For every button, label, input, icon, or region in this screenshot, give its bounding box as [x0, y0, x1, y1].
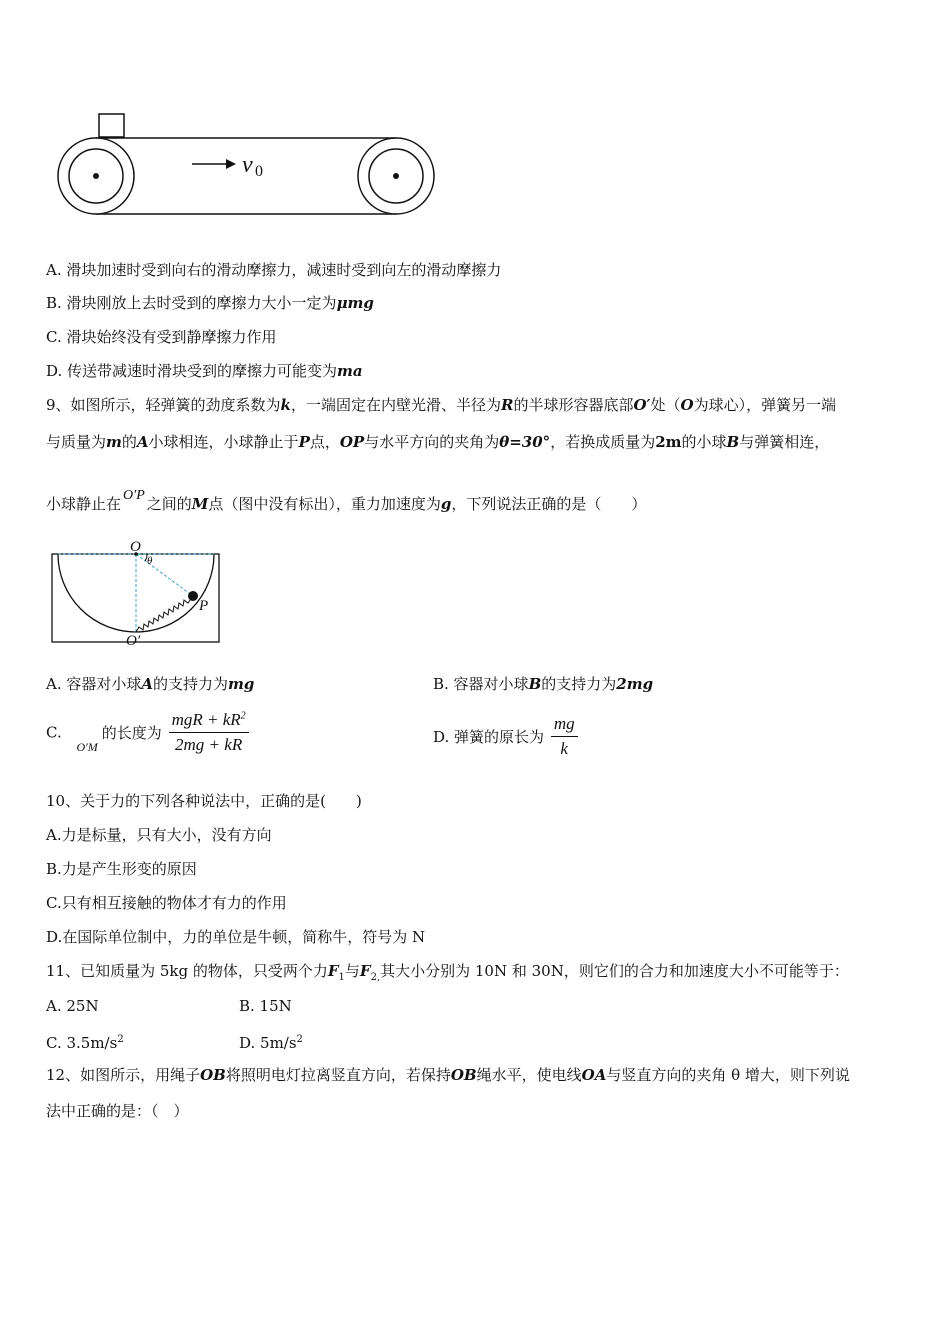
- q9-text: 的半球形容器底部: [513, 396, 634, 414]
- q9-opt-value: mg: [228, 675, 255, 693]
- velocity-subscript: 0: [255, 163, 263, 180]
- q9-text: 点，: [309, 433, 340, 451]
- q9-option-b: [433, 674, 653, 694]
- q11-text: 与: [344, 962, 360, 980]
- q9-var-OpP: O′P: [123, 488, 145, 503]
- q11-opt-text: D. 5m/s: [239, 1034, 297, 1052]
- q9-option-a: [46, 674, 254, 694]
- q9-opt-d-numerator: mg: [551, 714, 578, 737]
- label-oprime: O′: [126, 633, 141, 649]
- q9-text: 为球心），弹簧另一端: [693, 396, 837, 414]
- q9-opt-c-fraction: [169, 710, 249, 755]
- q9-text: 与水平方向的夹角为: [364, 433, 500, 451]
- q11-text: 11、已知质量为 5kg 的物体，只受两个力: [46, 962, 328, 980]
- left-pulley-axle: [93, 173, 99, 179]
- q9-var-B: B: [726, 433, 740, 451]
- q12-text: 与竖直方向的夹角 θ 增大，则下列说: [606, 1066, 850, 1084]
- q8-option-b: [46, 293, 374, 313]
- q9-opt-text: D. 弹簧的原长为: [433, 728, 545, 746]
- q9-var-OP: OP: [339, 433, 365, 451]
- label-p: P: [199, 598, 209, 614]
- q9-text: 的: [121, 433, 137, 451]
- q9-text: ，若换成质量为: [550, 433, 656, 451]
- q9-var-A: A: [136, 433, 149, 451]
- q12-text: 12、如图所示，用绳子: [46, 1066, 201, 1084]
- q11-option-b: B. 15N: [239, 997, 292, 1015]
- q9-opt-text: 的支持力为: [153, 675, 229, 693]
- q9-opt-text: B. 容器对小球: [433, 675, 529, 693]
- q9-text: 与弹簧相连，: [739, 433, 830, 451]
- q9-text: 的小球: [681, 433, 727, 451]
- q11-var-F1: F: [327, 962, 339, 980]
- q8-option-c: C. 滑块始终没有受到静摩擦力作用: [46, 328, 277, 346]
- q9-var-m: m: [106, 433, 122, 451]
- q9-text: 9、如图所示，轻弹簧的劲度系数为: [46, 396, 281, 414]
- q11-opt-text: C. 3.5m/s: [46, 1034, 118, 1052]
- ball-p: [188, 591, 198, 601]
- conveyor-figure: [50, 108, 450, 223]
- q9-option-d: [433, 714, 580, 759]
- q11-text: 其大小分别为 10N 和 30N，则它们的合力和加速度大小不可能等于：: [380, 962, 849, 980]
- q10-option-d: D.在国际单位制中，力的单位是牛顿，简称牛，符号为 N: [46, 928, 426, 946]
- q11-var-F2: F: [359, 962, 371, 980]
- q9-var-theta: θ=30°: [499, 433, 551, 451]
- q12-stem-line1: [46, 1065, 850, 1085]
- q9-opt-c-denominator: 2mg + kR: [175, 735, 243, 754]
- q9-text: ，下列说法正确的是（ ）: [451, 495, 647, 513]
- q10-option-c: C.只有相互接触的物体才有力的作用: [46, 894, 287, 912]
- q9-stem-line2: [46, 432, 829, 452]
- label-theta: θ: [147, 555, 153, 567]
- q9-var-O: O: [680, 396, 694, 414]
- q12-stem-line2: 法中正确的是：（ ）: [46, 1102, 189, 1120]
- q9-text: 小球静止在: [46, 495, 122, 513]
- q9-var-R: R: [500, 396, 514, 414]
- q9-text: 小球相连，小球静止于: [148, 433, 299, 451]
- q12-text: 绳水平，使电线: [476, 1066, 582, 1084]
- q8-option-d: [46, 361, 363, 381]
- q8-option-d-math: ma: [337, 362, 363, 380]
- q9-stem-line3: [46, 488, 647, 516]
- q9-opt-c-segment: O′M: [76, 739, 98, 754]
- q10-option-b: B.力是产生形变的原因: [46, 860, 197, 878]
- q9-opt-text: A. 容器对小球: [46, 675, 142, 693]
- q9-opt-c-numerator: mgR + $kR^2$: [169, 710, 249, 733]
- q9-text: 点（图中没有标出），重力加速度为: [208, 495, 441, 513]
- q9-opt-d-denominator: k: [560, 739, 568, 758]
- q9-option-c: [46, 710, 251, 755]
- q11-sub: 2,: [370, 972, 381, 983]
- q9-opt-text: 的支持力为: [541, 675, 617, 693]
- q9-stem-line1: [46, 395, 836, 415]
- q9-text: 之间的: [146, 495, 192, 513]
- q8-option-b-math: μmg: [336, 294, 374, 312]
- q9-var-k: k: [280, 396, 291, 414]
- velocity-arrowhead: [226, 159, 236, 169]
- q9-var-P: P: [298, 433, 310, 451]
- right-pulley-axle: [393, 173, 399, 179]
- q10-stem: 10、关于力的下列各种说法中，正确的是( ): [46, 792, 362, 810]
- q9-var-Oprime: O′: [633, 396, 651, 414]
- q11-option-a: A. 25N: [46, 997, 99, 1015]
- q9-text: 处（: [650, 396, 681, 414]
- q11-sub: 1: [338, 972, 345, 983]
- q9-opt-text: 的长度为: [101, 724, 162, 742]
- q9-opt-value: 2mg: [616, 675, 654, 693]
- q9-opt-var: B: [528, 675, 542, 693]
- label-o: O: [130, 539, 141, 555]
- q8-option-b-text: B. 滑块刚放上去时受到的摩擦力大小一定为: [46, 294, 337, 312]
- q9-var-M: M: [191, 495, 209, 513]
- q9-text: ，一端固定在内壁光滑、半径为: [290, 396, 501, 414]
- q10-option-a: A.力是标量，只有大小，没有方向: [46, 826, 272, 844]
- q8-option-a: A. 滑块加速时受到向右的滑动摩擦力，减速时受到向左的滑动摩擦力: [46, 261, 502, 279]
- velocity-label: v: [242, 152, 253, 178]
- op-dashed: [136, 554, 193, 596]
- q11-stem: [46, 961, 849, 988]
- q9-text: 与质量为: [46, 433, 107, 451]
- q9-opt-d-fraction: [551, 714, 578, 759]
- q11-option-d: [239, 1030, 303, 1053]
- hemisphere-figure: [48, 535, 228, 650]
- q12-text: 将照明电灯拉离竖直方向，若保持: [225, 1066, 451, 1084]
- slider-block: [99, 114, 124, 137]
- q12-var-OB: OB: [200, 1066, 226, 1084]
- q9-opt-text: C.: [46, 723, 62, 742]
- q12-var-OB: OB: [450, 1066, 477, 1084]
- q12-var-OA: OA: [581, 1066, 607, 1084]
- q9-var-2m: 2m: [655, 433, 682, 451]
- q11-opt-sup: 2: [296, 1034, 303, 1045]
- q11-opt-sup: 2: [117, 1034, 124, 1045]
- q11-option-c: [46, 1030, 124, 1053]
- q9-opt-var: A: [141, 675, 154, 693]
- q8-option-d-text: D. 传送带减速时滑块受到的摩擦力可能变为: [46, 362, 338, 380]
- q9-var-g: g: [440, 495, 452, 513]
